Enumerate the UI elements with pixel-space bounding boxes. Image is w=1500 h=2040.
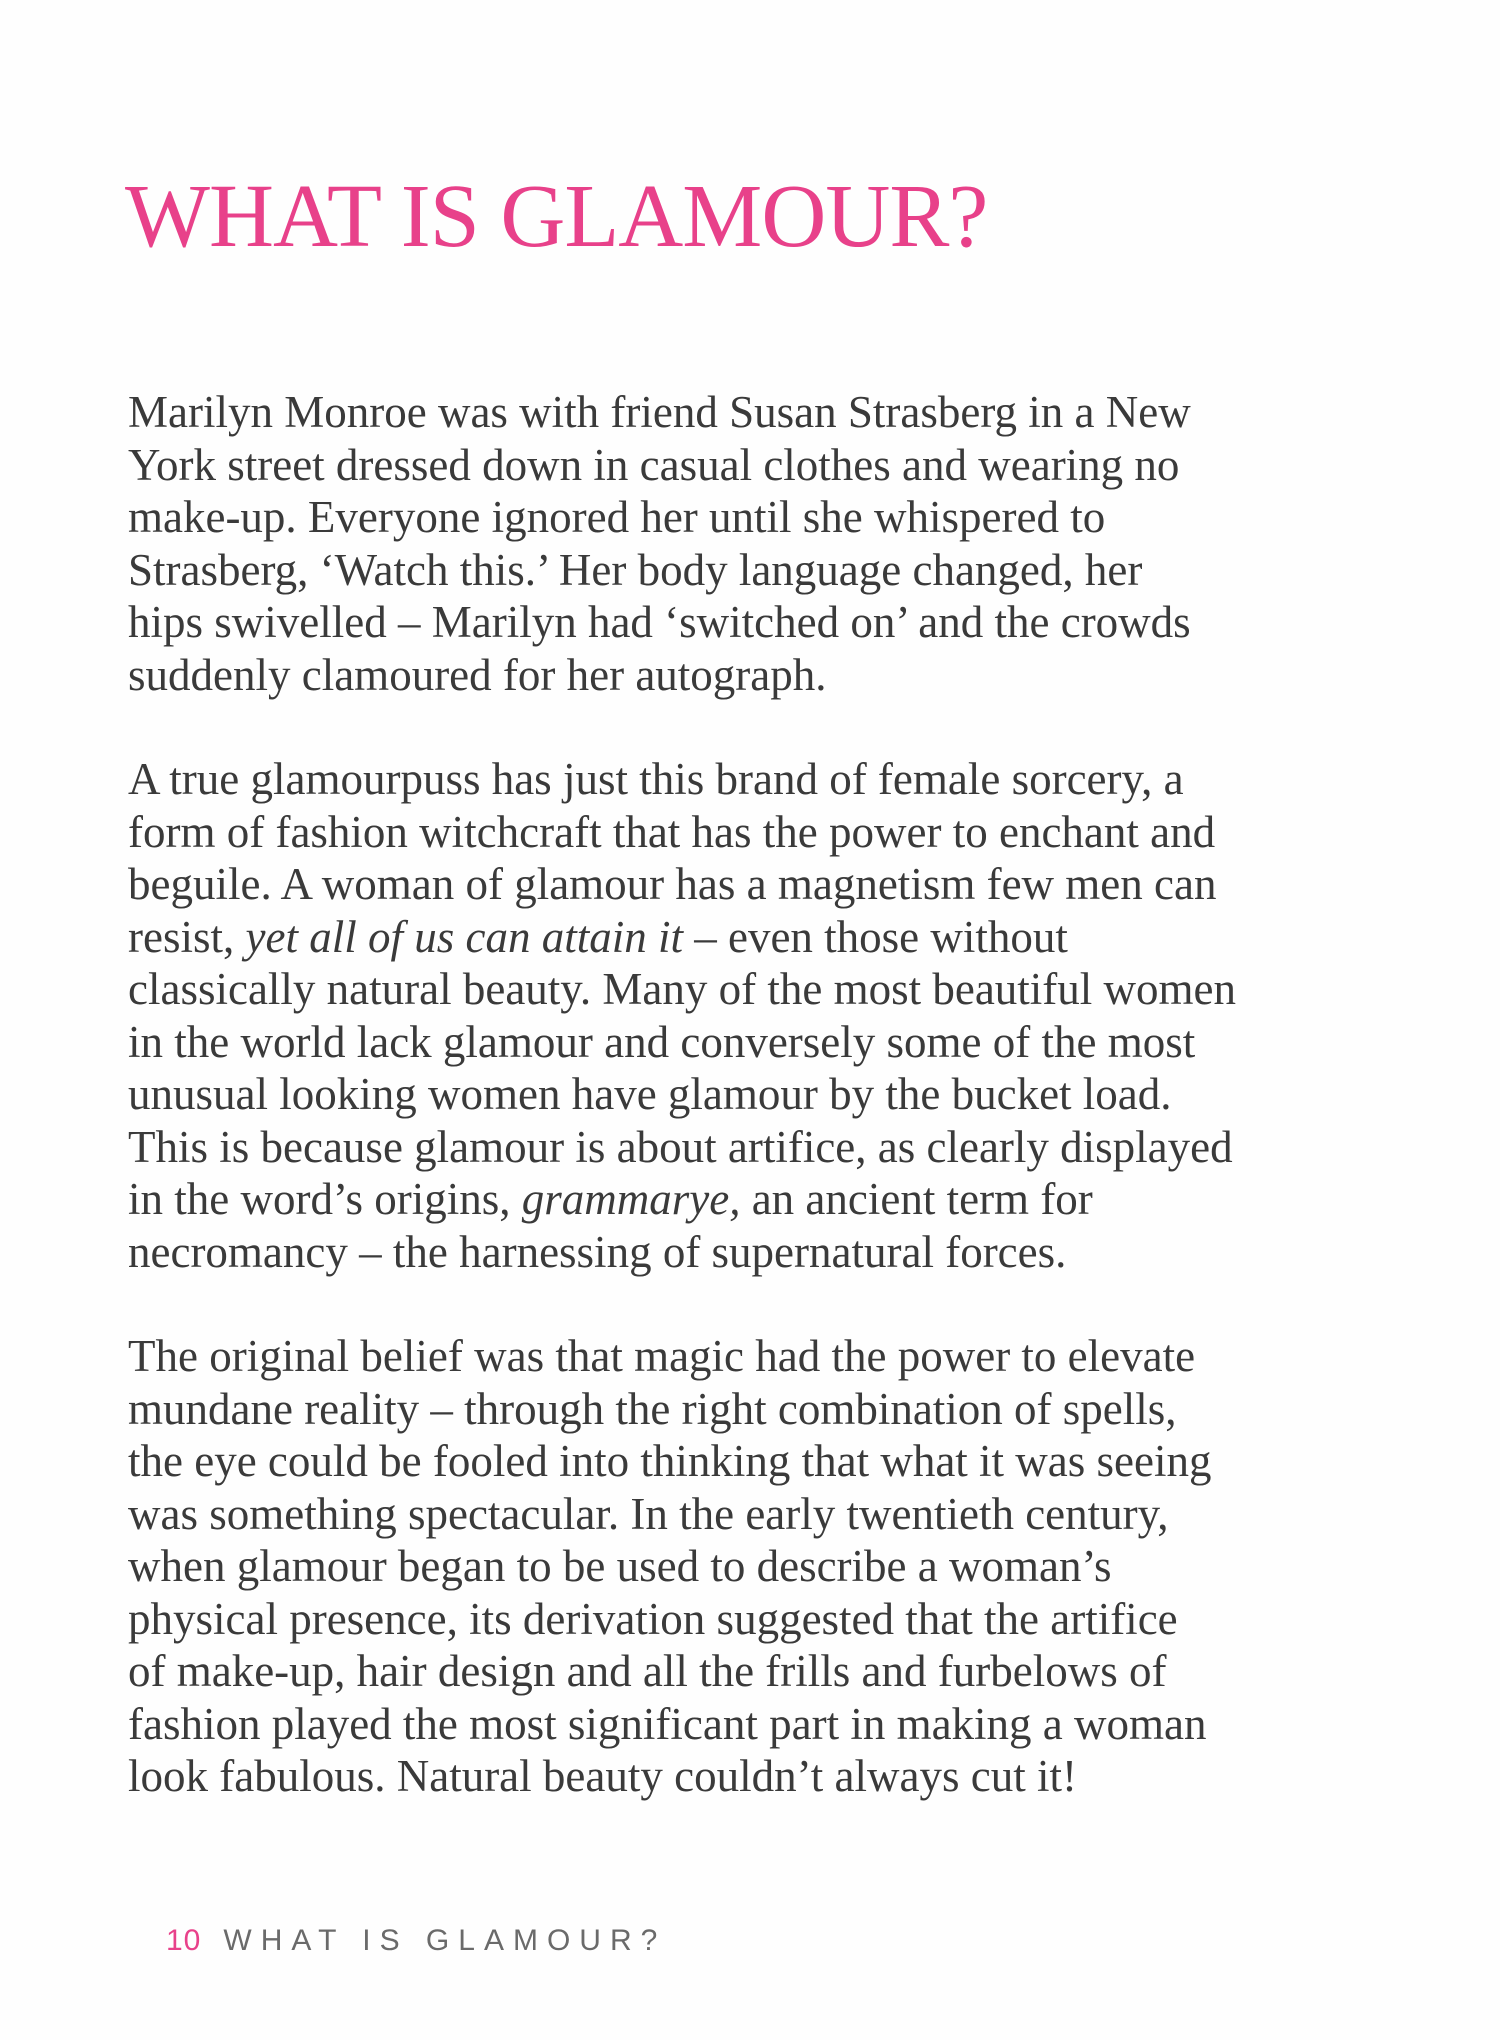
- paragraph: [128, 753, 1388, 1278]
- text-line: Marilyn Monroe was with friend Susan Strasberg in a New: [128, 387, 1191, 437]
- text-line: make-up. Everyone ignored her until she whispered to: [128, 492, 1106, 542]
- text-line: of make-up, hair design and all the frills and furbelows of: [128, 1646, 1167, 1696]
- text-line: necromancy – the harnessing of supernatural forces.: [128, 1226, 1067, 1277]
- text-line: classically natural beauty. Many of the most beautiful women: [128, 964, 1237, 1014]
- text-line: hips swivelled – Marilyn had ‘switched on’ and the crowds: [128, 597, 1191, 647]
- paragraph: [128, 1330, 1388, 1803]
- text-run: in the word’s origins,: [128, 1174, 522, 1224]
- text-run: resist,: [128, 911, 246, 962]
- body-text: [128, 386, 1388, 1855]
- text-line: The original belief was that magic had the power to elevate: [128, 1331, 1196, 1381]
- text-run: an ancient term for: [740, 1174, 1093, 1224]
- text-line: suddenly clamoured for her autograph.: [128, 649, 827, 700]
- text-line: the eye could be fooled into thinking that what it was seeing: [128, 1436, 1212, 1486]
- page-footer: [166, 1926, 666, 1956]
- text-line: [128, 1173, 1388, 1226]
- text-line: beguile. A woman of glamour has a magnetism few men can: [128, 859, 1217, 909]
- italic-phrase: yet all of us can attain it: [245, 911, 683, 962]
- text-line: look fabulous. Natural beauty couldn’t always cut it!: [128, 1751, 1077, 1801]
- text-line: in the world lack glamour and conversely some of the most: [128, 1016, 1196, 1067]
- text-line: This is because glamour is about artifice, as clearly displayed: [128, 1121, 1233, 1172]
- text-line: when glamour began to be used to describe a woman’s: [128, 1541, 1112, 1591]
- italic-phrase: grammarye,: [521, 1174, 741, 1224]
- running-head: WHAT IS GLAMOUR?: [223, 1924, 667, 1957]
- text-line: [128, 911, 1388, 964]
- text-line: Strasberg, ‘Watch this.’ Her body language changed, her: [128, 544, 1143, 595]
- page-number: 10: [166, 1924, 202, 1957]
- text-line: unusual looking women have glamour by the bucket load.: [128, 1069, 1172, 1119]
- text-line: mundane reality – through the right combination of spells,: [128, 1383, 1177, 1434]
- paragraph: [128, 386, 1388, 701]
- text-run: – even those without: [682, 911, 1068, 962]
- text-line: York street dressed down in casual clothes and wearing no: [128, 439, 1180, 490]
- text-line: was something spectacular. In the early twentieth century,: [128, 1488, 1169, 1539]
- text-line: form of fashion witchcraft that has the power to enchant and: [128, 806, 1216, 857]
- text-line: physical presence, its derivation suggested that the artifice: [128, 1593, 1178, 1644]
- text-line: A true glamourpuss has just this brand of female sorcery, a: [128, 754, 1184, 804]
- chapter-title: WHAT IS GLAMOUR?: [125, 167, 988, 266]
- text-line: fashion played the most significant part in making a woman: [128, 1698, 1207, 1749]
